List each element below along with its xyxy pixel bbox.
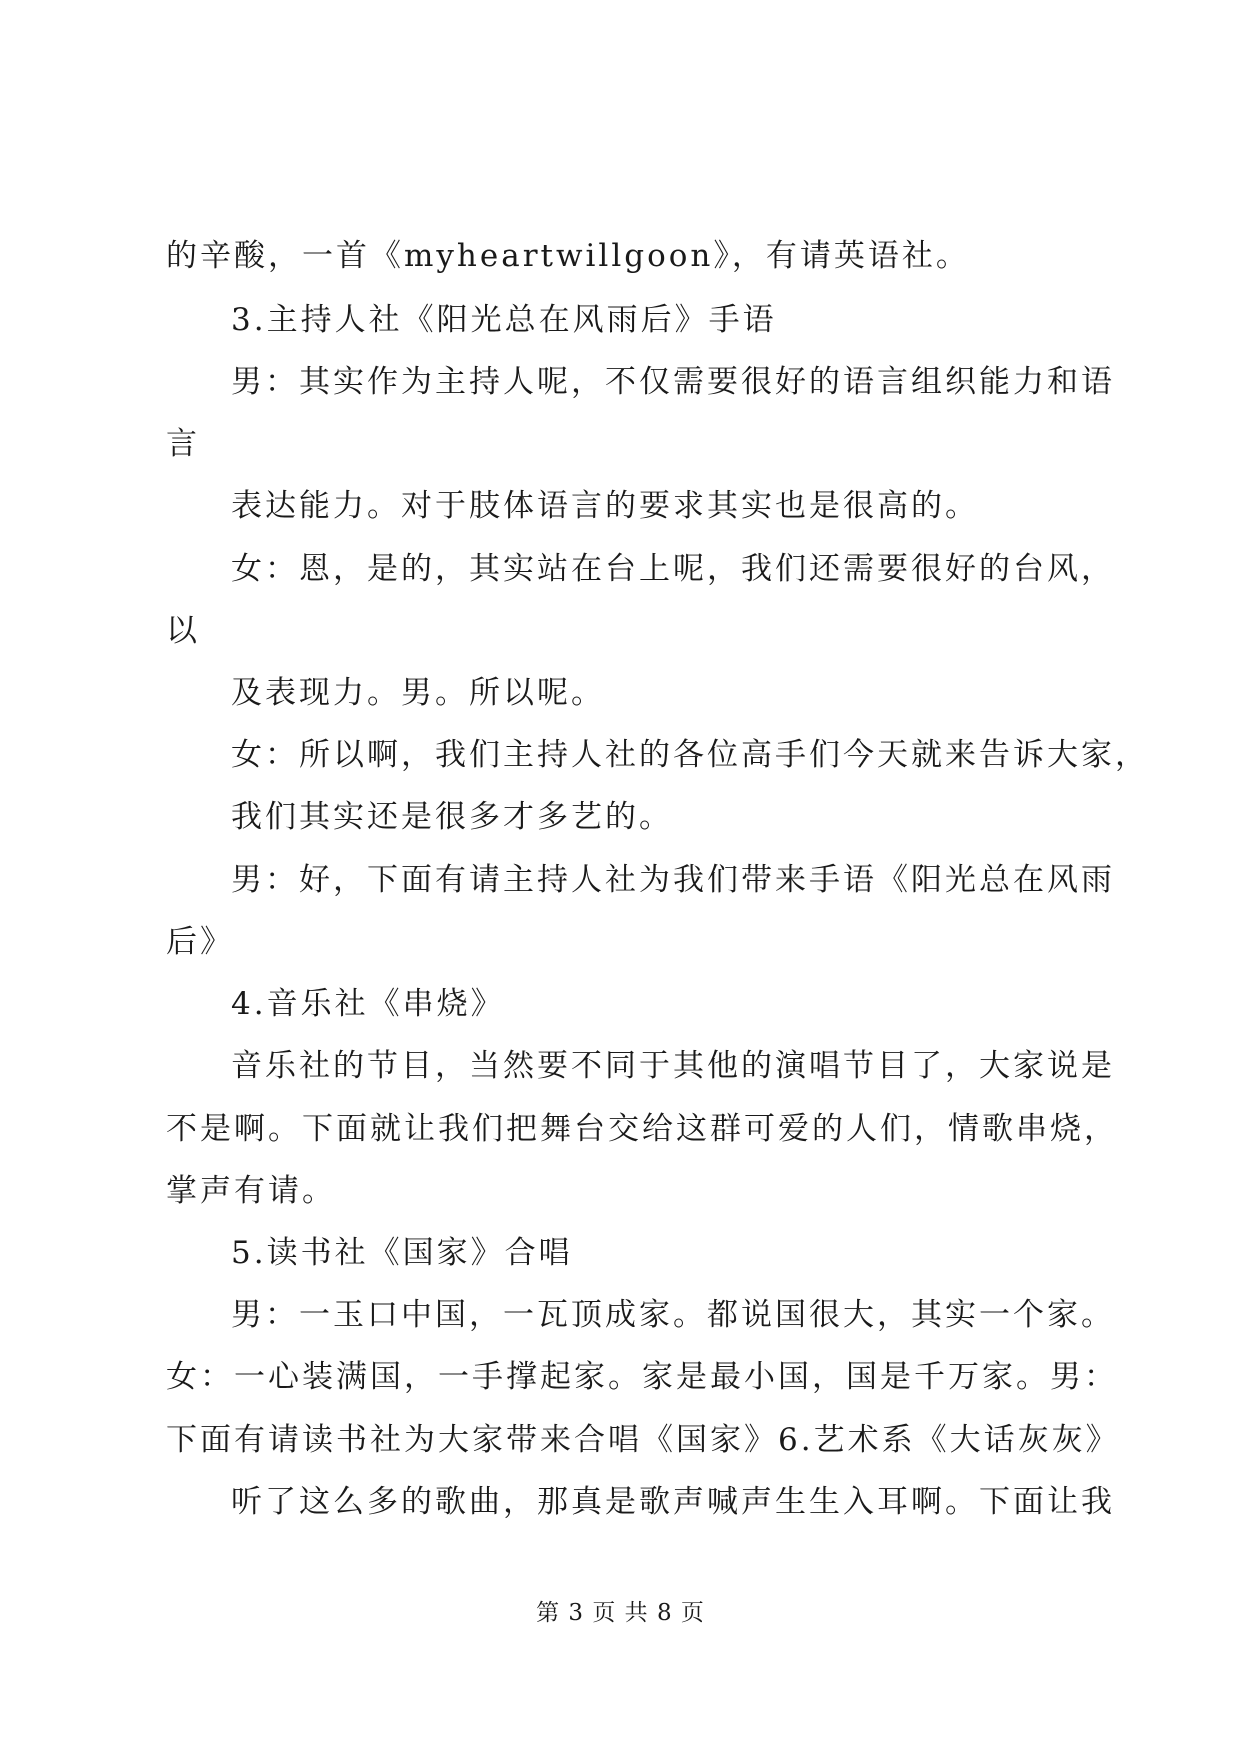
- text-line-14: 音乐社的节目，当然要不同于其他的演唱节目了，大家说是: [231, 1048, 1115, 1084]
- page-number-footer: 第 3 页 共 8 页: [536, 1600, 705, 1626]
- text-line-3: 男：其实作为主持人呢，不仅需要很好的语言组织能力和语: [231, 364, 1115, 400]
- text-line-16: 掌声有请。: [166, 1173, 336, 1209]
- text-line-8: 及表现力。男。所以呢。: [231, 675, 605, 711]
- text-line-9: 女：所以啊，我们主持人社的各位高手们今天就来告诉大家，: [231, 737, 1149, 773]
- section-heading-5: 5.读书社《国家》合唱: [231, 1235, 573, 1271]
- text-line-1: 的辛酸，一首《myheartwillgoon》，有请英语社。: [166, 238, 970, 274]
- text-line-15: 不是啊。下面就让我们把舞台交给这群可爱的人们，情歌串烧，: [166, 1111, 1118, 1147]
- text-line-4: 言: [166, 426, 200, 462]
- text-line-20: 下面有请读书社为大家带来合唱《国家》6.艺术系《大话灰灰》: [166, 1422, 1120, 1458]
- text-line-12: 后》: [166, 924, 234, 960]
- section-heading-3: 3.主持人社《阳光总在风雨后》手语: [231, 302, 777, 338]
- text-line-10: 我们其实还是很多才多艺的。: [231, 799, 673, 835]
- section-heading-4: 4.音乐社《串烧》: [231, 986, 505, 1022]
- text-line-18: 男：一玉口中国，一瓦顶成家。都说国很大，其实一个家。: [231, 1297, 1115, 1333]
- text-line-5: 表达能力。对于肢体语言的要求其实也是很高的。: [231, 488, 979, 524]
- text-line-6: 女：恩，是的，其实站在台上呢，我们还需要很好的台风，: [231, 551, 1115, 587]
- text-line-19: 女：一心装满国，一手撑起家。家是最小国，国是千万家。男：: [166, 1359, 1118, 1395]
- text-line-21: 听了这么多的歌曲，那真是歌声喊声生生入耳啊。下面让我: [231, 1484, 1115, 1520]
- text-line-7: 以: [166, 613, 200, 649]
- text-line-11: 男：好，下面有请主持人社为我们带来手语《阳光总在风雨: [231, 862, 1115, 898]
